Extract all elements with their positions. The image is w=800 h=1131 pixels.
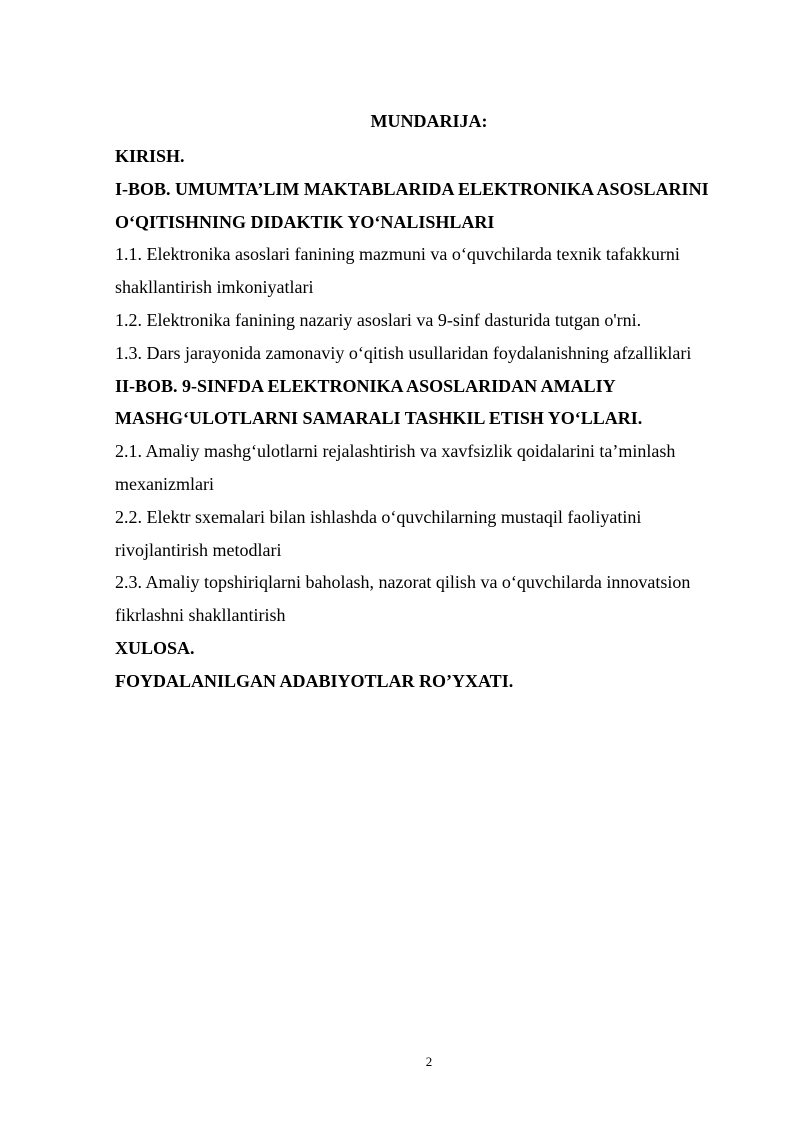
page-number: 2 <box>425 1054 433 1069</box>
toc-line: 2.3. Amaliy topshiriqlarni baholash, nazorat qilish va o‘quvchilarda innovatsion <box>115 572 691 593</box>
toc-line: 1.1. Elektronika asoslari fanining mazmuni va o‘quvchilarda texnik tafakkurni <box>115 244 680 265</box>
toc-line: 2.2. Elektr sxemalari bilan ishlashda o‘quvchilarning mustaqil faoliyatini <box>115 506 642 527</box>
toc-line: rivojlantirish metodlari <box>115 539 282 560</box>
toc-line: 2.1. Amaliy mashg‘ulotlarni rejalashtirish va xavfsizlik qoidalarini ta’minlash <box>115 441 676 462</box>
toc-line: MASHG‘ULOTLARNI SAMARALI TASHKIL ETISH YO‘LLARI. <box>115 408 643 429</box>
toc-line: II-BOB. 9-SINFDA ELEKTRONIKA ASOSLARIDAN AMALIY <box>115 375 616 396</box>
toc-line: I-BOB. UMUMTA’LIM MAKTABLARIDA ELEKTRONIKA ASOSLARINI <box>115 178 709 199</box>
toc-line: 1.2. Elektronika fanining nazariy asoslari va 9-sinf dasturida tutgan o'rni. <box>115 309 642 330</box>
toc-line: 1.3. Dars jarayonida zamonaviy o‘qitish usullaridan foydalanishning afzalliklari <box>115 342 692 363</box>
toc-line: XULOSA. <box>115 637 195 658</box>
toc-line: fikrlashni shakllantirish <box>115 605 286 626</box>
toc-line: shakllantirish imkoniyatlari <box>115 277 314 298</box>
toc-title: MUNDARIJA: <box>370 111 488 131</box>
toc-line: mexanizmlari <box>115 473 214 494</box>
toc-line: O‘QITISHNING DIDAKTIK YO‘NALISHLARI <box>115 211 495 232</box>
table-of-contents <box>115 140 755 698</box>
toc-line: KIRISH. <box>115 146 185 166</box>
toc-line: FOYDALANILGAN ADABIYOTLAR RO’YXATI. <box>115 670 514 691</box>
